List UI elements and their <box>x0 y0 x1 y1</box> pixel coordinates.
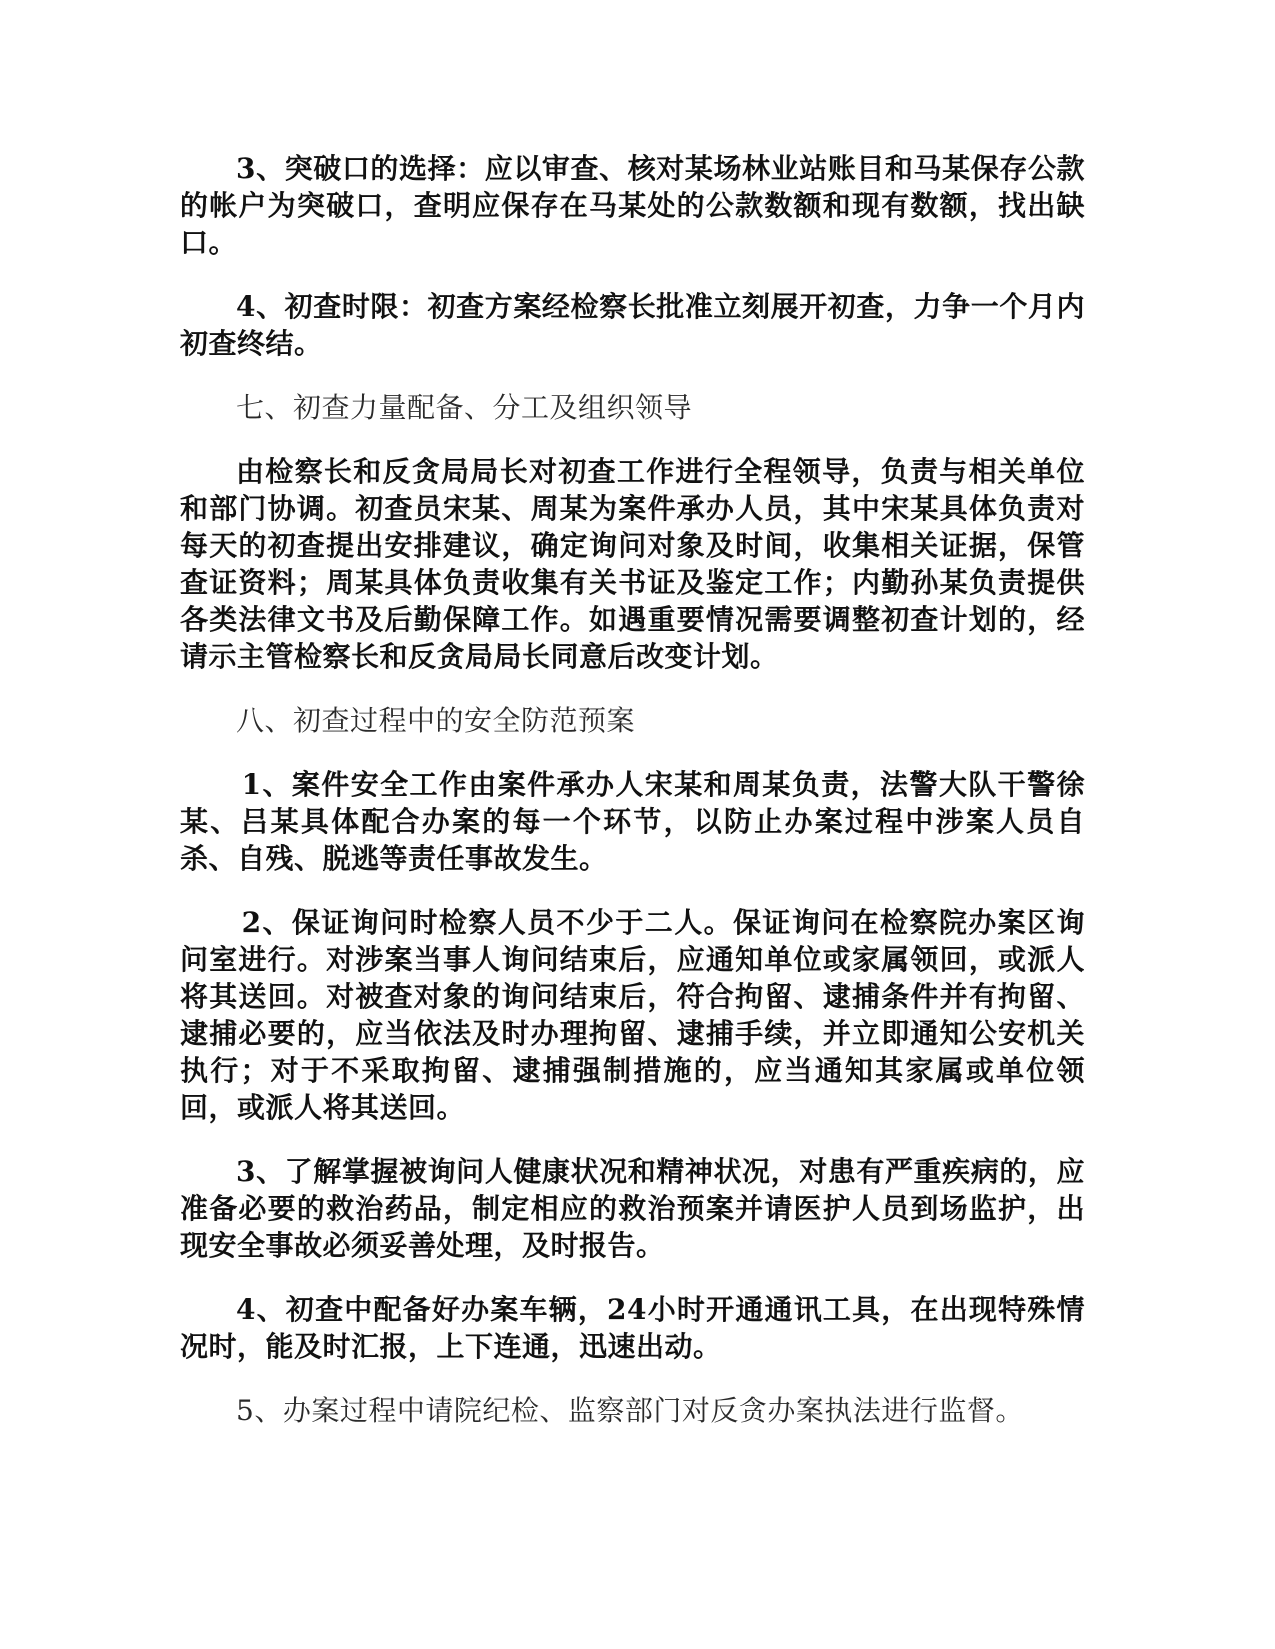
paragraph-safety-4: 4、初查中配备好办案车辆，24小时开通通讯工具，在出现特殊情况时，能及时汇报，上下连通，迅速出动。 <box>180 1293 1085 1363</box>
paragraph-safety-2: 2、保证询问时检察人员不少于二人。保证询问在检察院办案区询问室进行。对涉案当事人询问结束后，应通知单位或家属领回，或派人将其送回。对被查对象的询问结束后，符合拘留、逮捕条件并有拘留、逮捕必要的，应当依法及时办理拘留、逮捕手续，并立即通知公安机关执行；对于不采取拘留、逮捕强制措施的，应当通知其家属或单位领回，或派人将其送回。 <box>180 906 1085 1124</box>
section-heading-safety: 八、初查过程中的安全防范预案 <box>236 704 636 737</box>
paragraph-safety-3: 3、了解掌握被询问人健康状况和精神状况，对患有严重疾病的，应准备必要的救治药品，制定相应的救治预案并请医护人员到场监护，出现安全事故必须妥善处理，及时报告。 <box>180 1155 1085 1262</box>
paragraph-safety-1: 1、案件安全工作由案件承办人宋某和周某负责，法警大队干警徐某、吕某具体配合办案的每一个环节，以防止办案过程中涉案人员自杀、自残、脱逃等责任事故发生。 <box>180 768 1085 875</box>
paragraph-breakthrough: 3、突破口的选择：应以审查、核对某场林业站账目和马某保存公款的帐户为突破口，查明应保存在马某处的公款数额和现有数额，找出缺口。 <box>180 152 1085 259</box>
paragraph-staffing: 由检察长和反贪局局长对初查工作进行全程领导，负责与相关单位和部门协调。初查员宋某、周某为案件承办人员，其中宋某具体负责对每天的初查提出安排建议，确定询问对象及时间，收集相关证据，保管查证资料；周某具体负责收集有关书证及鉴定工作；内勤孙某负责提供各类法律文书及后勤保障工作。如遇重要情况需要调整初查计划的，经请示主管检察长和反贪局局长同意后改变计划。 <box>180 455 1085 673</box>
document-page <box>180 150 1085 1429</box>
paragraph-safety-5: 5、办案过程中请院纪检、监察部门对反贪办案执法进行监督。 <box>236 1394 1024 1427</box>
section-heading-staffing: 七、初查力量配备、分工及组织领导 <box>236 391 693 424</box>
paragraph-time-limit: 4、初查时限：初查方案经检察长批准立刻展开初查，力争一个月内初查终结。 <box>180 290 1085 360</box>
